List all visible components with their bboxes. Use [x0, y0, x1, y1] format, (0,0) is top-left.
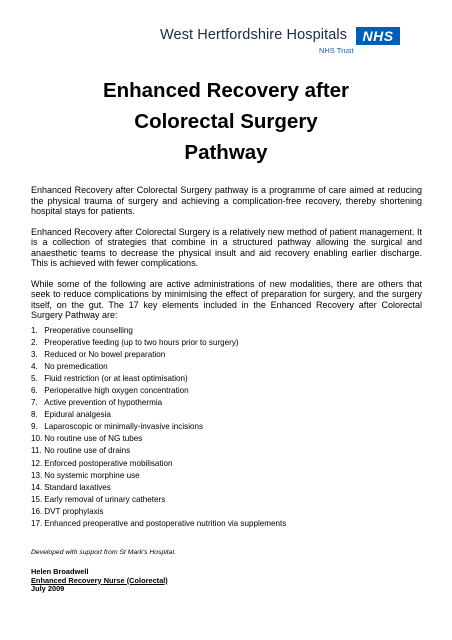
list-item-number: 15.: [31, 494, 43, 504]
credit-note: Developed with support from St Mark's Hospital.: [31, 549, 176, 556]
list-item-text: No routine use of drains: [44, 446, 131, 456]
list-item: [31, 421, 422, 433]
list-item-number: 10.: [31, 434, 43, 444]
description-paragraph: Enhanced Recovery after Colorectal Surgery is a relatively new method of patient management. It is a collection of strategies that combine in a structured pathway allowing the surgical and anaesthetic teams to decrease the physical insult and aid recovery enabling earlier discharge. This is achieved with fewer complications.: [31, 226, 422, 268]
signature-block: [31, 568, 168, 594]
list-item: [31, 373, 422, 385]
list-item-number: 1.: [31, 325, 38, 335]
list-item-text: Laparoscopic or minimally-invasive incisions: [44, 422, 204, 432]
list-item-number: 6.: [31, 385, 38, 395]
trust-name: NHS Trust: [319, 46, 354, 55]
letterhead: [0, 22, 452, 62]
list-item: [31, 445, 422, 457]
organisation-name: West Hertfordshire Hospitals: [160, 27, 348, 43]
list-item-number: 9.: [31, 422, 38, 432]
list-item: [31, 482, 422, 494]
list-item-number: 4.: [31, 361, 38, 371]
list-item: [31, 518, 422, 530]
list-item: [31, 506, 422, 518]
key-elements-list: [31, 325, 422, 531]
title-line: Pathway: [184, 141, 268, 164]
list-item: [31, 470, 422, 482]
title-line: Colorectal Surgery: [134, 110, 318, 133]
list-item-number: 8.: [31, 410, 38, 420]
list-item-number: 13.: [31, 470, 43, 480]
list-item: [31, 409, 422, 421]
title-line: Enhanced Recovery after: [102, 79, 350, 102]
author-role: Enhanced Recovery Nurse (Colorectal): [31, 575, 168, 585]
list-item: [31, 337, 422, 349]
list-item: [31, 458, 422, 470]
list-item-number: 16.: [31, 506, 43, 516]
list-item: [31, 494, 422, 506]
list-item-text: Enhanced preoperative and postoperative nutrition via supplements: [44, 519, 287, 528]
document-date: July 2009: [31, 584, 65, 593]
list-item: [31, 325, 422, 337]
list-item: [31, 385, 422, 397]
list-item-text: Enforced postoperative mobilisation: [44, 458, 173, 468]
list-item-text: Reduced or No bowel preparation: [44, 349, 166, 359]
document-title: [0, 75, 452, 168]
list-item-text: No routine use of NG tubes: [44, 434, 143, 444]
list-item-text: No premedication: [44, 361, 108, 371]
list-item: [31, 361, 422, 373]
list-item-number: 11.: [31, 446, 42, 456]
list-item-text: Preoperative counselling: [44, 325, 133, 335]
list-item: [31, 433, 422, 445]
list-item-text: DVT prophylaxis: [44, 506, 104, 516]
list-item-text: Epidural analgesia: [44, 410, 111, 420]
intro-paragraph: Enhanced Recovery after Colorectal Surgery pathway is a programme of care aimed at reducing the physical trauma of surgery and achieving a complication-free recovery, thereby shortening hospital stays for patients.: [31, 185, 422, 216]
list-item-text: No systemic morphine use: [44, 470, 140, 480]
list-item-number: 17.: [31, 519, 43, 528]
list-item-number: 14.: [31, 482, 43, 492]
list-item-number: 3.: [31, 349, 38, 359]
list-item-number: 2.: [31, 337, 38, 347]
nhs-logo: NHS: [356, 27, 400, 45]
list-item-text: Early removal of urinary catheters: [44, 494, 166, 504]
author-name: Helen Broadwell: [31, 567, 89, 576]
list-item: [31, 349, 422, 361]
list-item-text: Perioperative high oxygen concentration: [44, 385, 189, 395]
body-content: [31, 185, 422, 530]
list-item: [31, 397, 422, 409]
elements-intro-paragraph: While some of the following are active administrations of new modalities, there are others that seek to reduce complications by minimising the effect of preparation for surgery, and the surgery itself, on the gut. The 17 key elements included in the Enhanced Recovery after Colorectal Surgery Pathway are:: [31, 278, 422, 320]
list-item-text: Active prevention of hypothermia: [44, 398, 163, 408]
list-item-text: Preoperative feeding (up to two hours prior to surgery): [44, 337, 239, 347]
list-item-number: 5.: [31, 373, 38, 383]
list-item-number: 7.: [31, 398, 38, 408]
list-item-text: Standard laxatives: [44, 482, 111, 492]
list-item-number: 12.: [31, 458, 43, 468]
list-item-text: Fluid restriction (or at least optimisation): [44, 373, 188, 383]
